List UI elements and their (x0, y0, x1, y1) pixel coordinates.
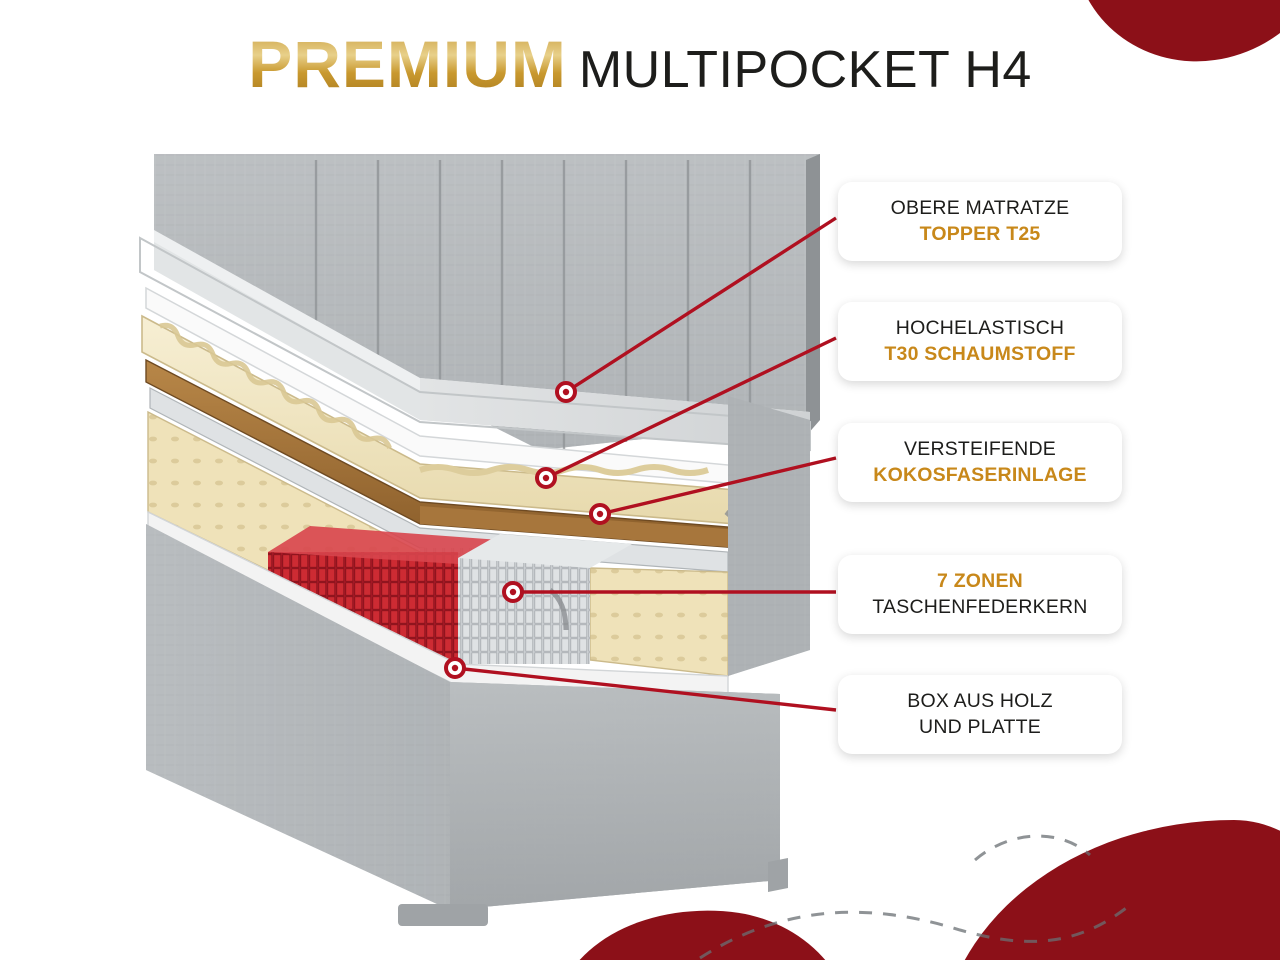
callout-coconut[interactable] (838, 423, 1122, 502)
title-secondary: MULTIPOCKET H4 (578, 41, 1032, 99)
callout-box-line1: BOX AUS HOLZ (907, 690, 1053, 712)
callout-foam-line1: HOCHELASTISCH (895, 317, 1065, 339)
callout-coconut-line2: KOKOSFASERINLAGE (873, 463, 1087, 486)
callout-pocket-spring[interactable] (838, 555, 1122, 634)
callout-coconut-line1: VERSTEIFENDE (904, 438, 1056, 460)
callout-topper-line1: OBERE MATRATZE (890, 197, 1070, 219)
callout-foam-line2: T30 SCHAUMSTOFF (884, 342, 1076, 365)
callout-pocket-spring-line2: TASCHENFEDERKERN (872, 595, 1088, 618)
title-primary: PREMIUM (248, 27, 567, 101)
callout-box-line2: UND PLATTE (919, 715, 1041, 738)
decorative-blob-bottom-right (940, 820, 1280, 960)
callout-box[interactable] (838, 675, 1122, 754)
right-side-panel (728, 396, 810, 676)
page-title (0, 26, 1280, 102)
callout-foam[interactable] (838, 302, 1122, 381)
callout-topper[interactable] (838, 182, 1122, 261)
callout-pocket-spring-line1: 7 ZONEN (937, 570, 1023, 592)
callout-topper-line2: TOPPER T25 (919, 222, 1041, 245)
bed-cutaway-illustration (120, 120, 840, 940)
